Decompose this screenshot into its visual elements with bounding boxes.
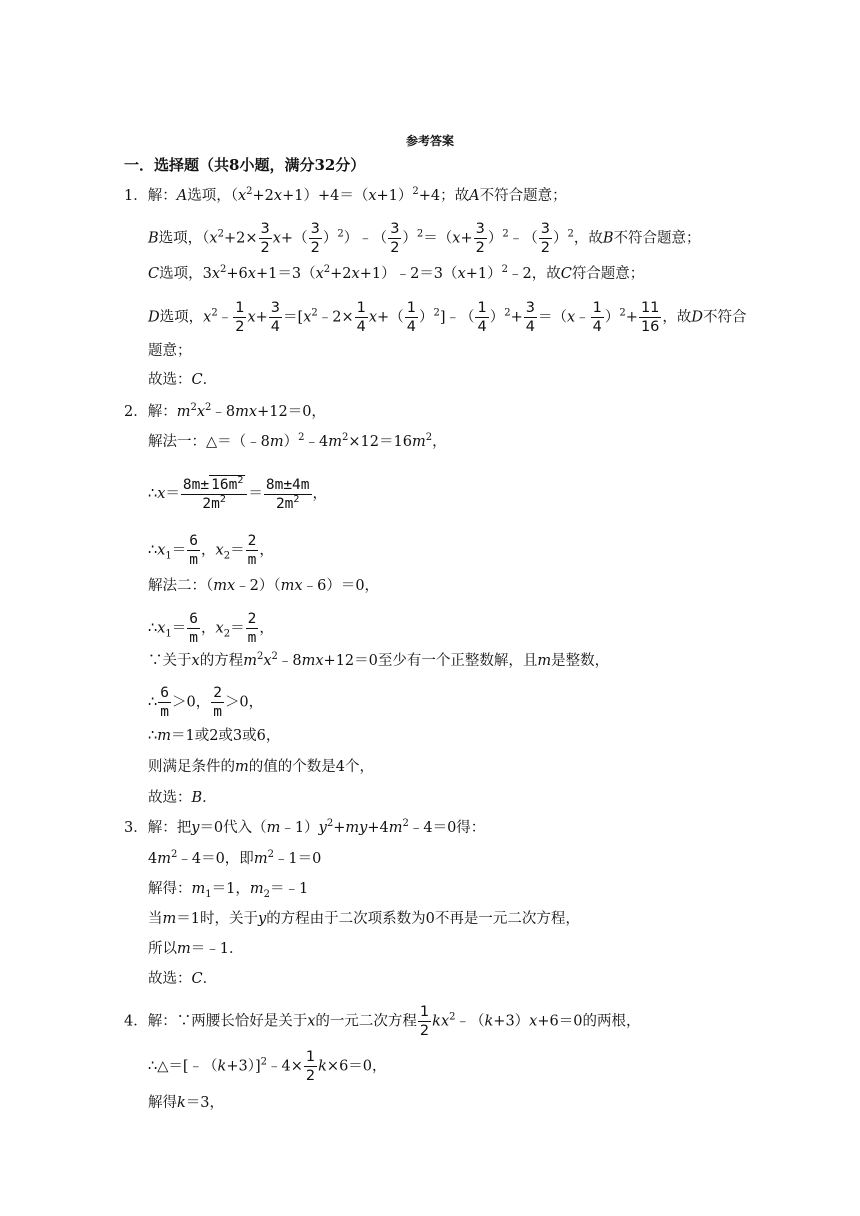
q3-line-3: 解得：$m_1=1$，$m_2=﹣1$ — [148, 881, 309, 900]
q4-line-2: ∴△＝[﹣（k+3）]$^2$﹣4× $\frac{1}{2}$ k×6＝0， — [148, 1049, 387, 1084]
q1-answer: 故选：C． — [148, 372, 218, 388]
q1-line-3: C选项，$3x^2+6x+1=3(x^2+2x+1)﹣2=3(x+1)^2﹣2$，故C符合题意； — [148, 264, 645, 282]
q2-line-1: 2．解：$m^2x^2﹣8mx+12=0$， — [124, 402, 326, 420]
q2-line-5: 解法二：（mx﹣2）（mx﹣6）＝0， — [148, 578, 380, 594]
q3-line-4: 当m＝1时，关于y的方程由于二次项系数为0不再是一元二次方程， — [148, 911, 580, 927]
q2-line-6: $\therefore x_1=$ $\frac{6}{m}$ ，$x_2=$ $\frac{2}{m}$ ， — [148, 611, 274, 646]
q2-line-4: $\therefore x_1=$ $\frac{6}{m}$ ，$x_2=$ $\frac{2}{m}$ ， — [148, 533, 274, 568]
q3-line-2: $4m^2﹣4=0$，即$m^2﹣1=0$ — [148, 849, 322, 867]
q1-line-2: B选项，（$x^2+2\times$ $\frac{3}{2}$ x+（ $\frac{3}{2}$ ）$^2$）﹣（ $\frac{3}{2}$ ）$^2$＝（x+ $\frac{3}{2}$ ）$^2$﹣（ $\frac{3}{2}$ ）$^2$，故B不符合题意； — [148, 221, 701, 256]
q2-line-7: ∵关于x的方程$m^2x^2﹣8mx+12=0$至少有一个正整数解，且m是整数， — [148, 651, 610, 669]
q2-line-3: ∴x＝ $\frac{8m\pm 16m^2}{2m^2}$ ＝ $\frac{8m\pm 4m}{2m^2}$ ， — [148, 475, 328, 512]
q2-line-2: 解法一：$\triangle=(﹣8m)^2﹣4m^2\times 12=16m^2$， — [148, 432, 447, 450]
q3-line-1: 3．解：把y＝0代入$(m﹣1)y^2+my+4m^2﹣4=0$得： — [124, 818, 486, 836]
q1-line-5: 题意； — [148, 343, 192, 359]
q3-answer: 故选：C． — [148, 971, 218, 987]
q2-answer: 故选：B． — [148, 790, 217, 806]
q2-line-8: ∴ $\frac{6}{m}$ ＞0， $\frac{2}{m}$ ＞0， — [148, 685, 264, 720]
q4-line-3: 解得k＝3， — [148, 1095, 225, 1111]
q1-line-4: D选项，$x^2﹣$ $\frac{1}{2}$ x+ $\frac{3}{4}$ $=[x^2﹣2\times$ $\frac{1}{4}$ x+（ $\frac{1}{4}$ ）$^2$]﹣（ $\frac{1}{4}$ ）$^2$+ $\frac{3}{4}$ ＝（x﹣ $\frac{1}{4}$ ）$^2$+ $\frac{11}{16}$ ，故D不符合 — [148, 300, 747, 335]
q2-line-9: ∴m＝1或2或3或6， — [148, 728, 281, 744]
q4-line-1: 4．解：∵两腰长恰好是关于x的一元二次方程 $\frac{1}{2}$ $kx^2﹣(k+3)x+6=0$的两根， — [124, 1004, 641, 1039]
section-heading: 一．选择题（共8小题，满分32分） — [124, 156, 366, 174]
q3-line-5: 所以m＝﹣1． — [148, 941, 244, 957]
page-title: 参考答案 — [405, 134, 454, 148]
q1-line-1: 1．解：A选项，$(x^2+2x+1)+4=(x+1)^2+4$；故A不符合题意； — [124, 186, 567, 204]
q2-line-10: 则满足条件的m的值的个数是4个， — [148, 759, 374, 775]
